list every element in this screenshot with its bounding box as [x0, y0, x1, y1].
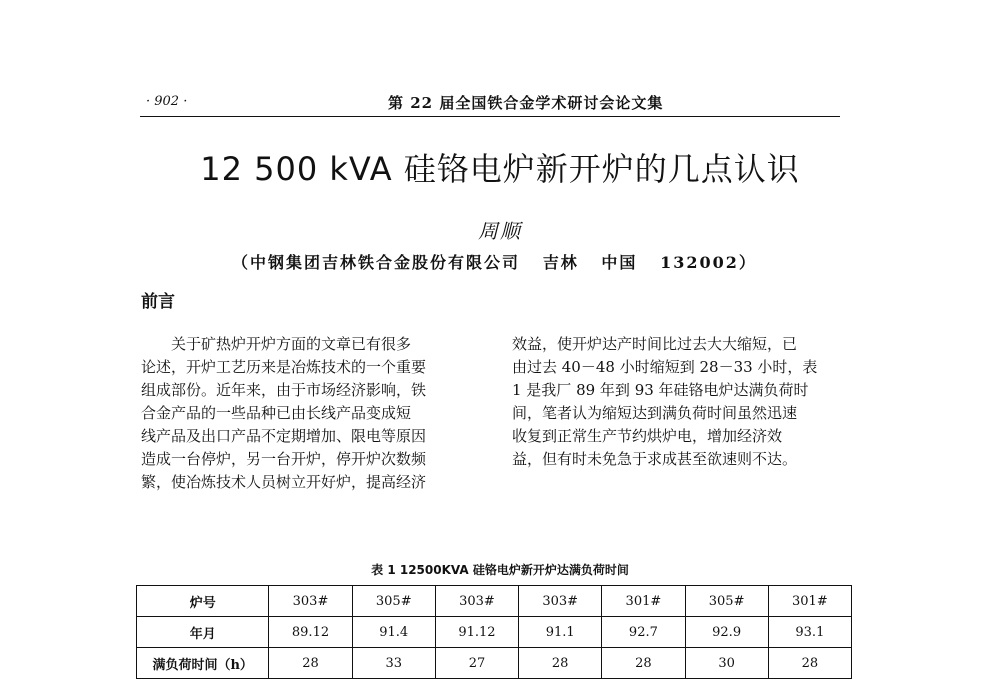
- body-column-left: [141, 333, 481, 494]
- body-line: 益，但有时未免急于求成甚至欲速则不达。: [512, 450, 798, 468]
- table-cell: 305#: [685, 586, 768, 617]
- row-label: 满负荷时间（h）: [137, 648, 269, 679]
- table-cell: 92.9: [685, 617, 768, 648]
- table-row: [137, 617, 852, 648]
- body-line: 由过去 40－48 小时缩短到 28－33 小时，表: [512, 358, 818, 376]
- page-number: · 902 ·: [146, 94, 188, 109]
- table-cell: 93.1: [768, 617, 851, 648]
- body-line: 繁，使冶炼技术人员树立开好炉，提高经济: [141, 473, 427, 491]
- paper-title: 12 500 kVA 硅铬电炉新开炉的几点认识: [200, 150, 800, 188]
- section-heading: 前言: [141, 292, 175, 312]
- table-cell: 30: [685, 648, 768, 679]
- body-line: 合金产品的一些品种已由长线产品变成短: [141, 404, 412, 422]
- body-line: 关于矿热炉开炉方面的文章已有很多: [141, 335, 412, 353]
- table-cell: 303#: [269, 586, 352, 617]
- table-cell: 91.12: [435, 617, 518, 648]
- body-column-right: [512, 333, 842, 471]
- table-cell: 33: [352, 648, 435, 679]
- data-table: [136, 585, 852, 679]
- journal-title: 第 22 届全国铁合金学术研讨会论文集: [388, 94, 664, 112]
- body-line: 组成部份。近年来，由于市场经济影响，铁: [141, 381, 427, 399]
- table-row: [137, 648, 852, 679]
- body-line: 论述，开炉工艺历来是冶炼技术的一个重要: [141, 358, 427, 376]
- running-header: [140, 92, 840, 117]
- table-cell: 91.1: [519, 617, 602, 648]
- table-cell: 28: [768, 648, 851, 679]
- author-name: 周顺: [478, 219, 522, 243]
- table-cell: 301#: [602, 586, 685, 617]
- table-cell: 305#: [352, 586, 435, 617]
- body-line: 间，笔者认为缩短达到满负荷时间虽然迅速: [512, 404, 798, 422]
- table-cell: 27: [435, 648, 518, 679]
- table-row: [137, 586, 852, 617]
- table-cell: 28: [602, 648, 685, 679]
- row-label: 炉号: [137, 586, 269, 617]
- table-cell: 89.12: [269, 617, 352, 648]
- body-line: 效益，使开炉达产时间比过去大大缩短，已: [512, 335, 798, 353]
- body-line: 线产品及出口产品不定期增加、限电等原因: [141, 427, 427, 445]
- table-caption: 表 1 12500KVA 硅铬电炉新开炉达满负荷时间: [371, 563, 629, 577]
- table-cell: 303#: [519, 586, 602, 617]
- row-label: 年月: [137, 617, 269, 648]
- author-affiliation: （中钢集团吉林铁合金股份有限公司 吉林 中国 132002）: [232, 253, 757, 272]
- table-cell: 301#: [768, 586, 851, 617]
- table-cell: 303#: [435, 586, 518, 617]
- body-line: 收复到正常生产节约烘炉电，增加经济效: [512, 427, 783, 445]
- body-line: 1 是我厂 89 年到 93 年硅铬电炉达满负荷时: [512, 381, 809, 399]
- table-cell: 91.4: [352, 617, 435, 648]
- table-cell: 92.7: [602, 617, 685, 648]
- table-cell: 28: [519, 648, 602, 679]
- body-line: 造成一台停炉，另一台开炉，停开炉次数频: [141, 450, 427, 468]
- table-cell: 28: [269, 648, 352, 679]
